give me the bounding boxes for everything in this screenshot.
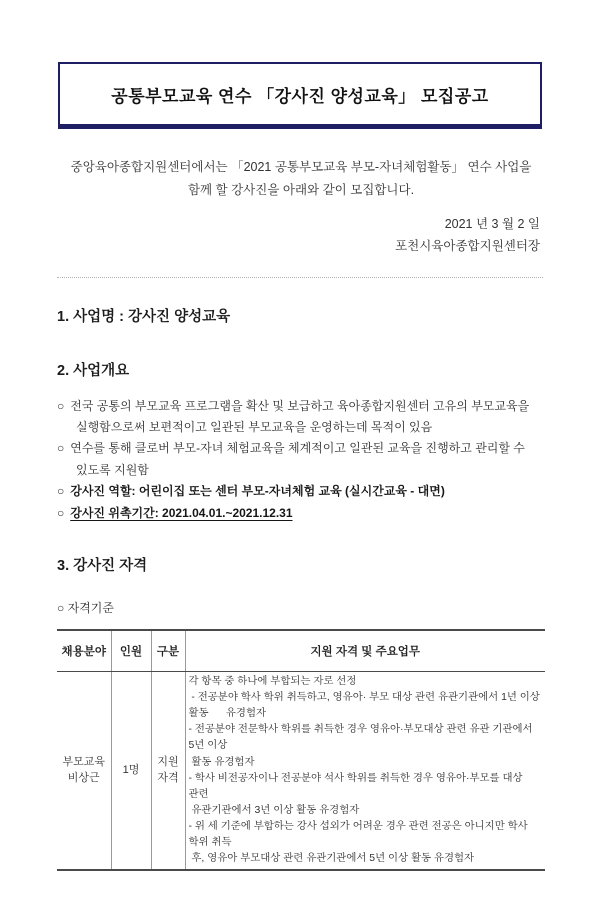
- table-header-row: [57, 630, 545, 672]
- cell-headcount: 1명: [111, 671, 151, 870]
- section-2-bullet-list: [57, 396, 548, 524]
- cell-recruit-field: [57, 671, 111, 870]
- header-category: 구분: [151, 630, 185, 672]
- field-line-2: 비상근: [67, 771, 100, 784]
- header-headcount: 인원: [111, 630, 151, 672]
- bullet-appointment-period: [57, 503, 548, 524]
- detail-line: - 위 세 기준에 부합하는 강사 섭외가 어려운 경우 관련 전공은 아니지만 학사 학위 취득: [188, 821, 531, 849]
- section-3-heading: 3. 강사진 자격: [57, 557, 148, 574]
- field-line-1: 부모교육: [62, 755, 105, 768]
- signer-line: 포천시육아종합지원센터장: [395, 238, 540, 253]
- section-1-heading: 1. 사업명 : 강사진 양성교육: [57, 308, 231, 325]
- cell-category: 지원자격: [151, 671, 185, 870]
- detail-line: 유관기관에서 3년 이상 활동 유경험자: [188, 804, 360, 816]
- document-page: [0, 62, 600, 911]
- title-box: [58, 62, 542, 129]
- circle-bullet-icon: ○: [57, 441, 65, 456]
- qualification-criteria-label: ○ 자격기준: [57, 600, 114, 615]
- bullet-text: 강사진 역할: 어린이집 또는 센터 부모-자녀체험 교육 (실시간교육 - 대면): [70, 484, 445, 499]
- date-line: 2021 년 3 월 2 일: [444, 217, 540, 231]
- bullet-purpose: [57, 396, 548, 439]
- bullet-text: 전국 공통의 부모교육 프로그램을 확산 및 보급하고 육아종합지원센터 고유의 부모교육을 실행함으로써 보편적이고 일관된 부모교육을 운영하는데 목적이 있음: [70, 398, 530, 435]
- circle-bullet-icon: ○: [57, 505, 65, 520]
- detail-line: 활동 유경험자: [188, 708, 267, 720]
- bullet-text: 연수를 통해 클로버 부모-자녀 체험교육을 체계적이고 일관된 교육을 진행하고 관리할 수 있도록 지원함: [70, 441, 525, 477]
- date-block: [0, 214, 540, 258]
- detail-line: 활동 유경험자: [188, 756, 255, 768]
- detail-line: 후, 영유아 부모대상 관련 유관기관에서 5년 이상 활동 유경험자: [188, 853, 475, 865]
- bullet-support: [57, 438, 548, 481]
- bullet-instructor-role: [57, 481, 548, 502]
- detail-line: - 전공분야 전문학사 학위를 취득한 경우 영유아·부모대상 관련 유관 기관에서 5년 이상: [188, 724, 536, 752]
- cell-qualification-details: [185, 671, 545, 870]
- bullet-text: 강사진 위촉기간: 2021.04.01.~2021.12.31: [70, 505, 293, 520]
- dotted-divider: [57, 277, 543, 278]
- circle-bullet-icon: ○: [57, 398, 65, 413]
- table-row: [57, 671, 545, 870]
- qualification-table: [57, 629, 545, 872]
- header-qualifications: 지원 자격 및 주요업무: [185, 630, 545, 672]
- detail-line: - 전공분야 학사 학위 취득하고, 영유아· 부모 대상 관련 유관기관에서 1년 이상: [188, 692, 540, 704]
- circle-bullet-icon: ○: [57, 484, 65, 499]
- detail-line: 각 항목 중 하나에 부합되는 자로 선정: [188, 675, 357, 687]
- detail-line: - 학사 비전공자이나 전공분야 석사 학위를 취득한 경우 영유아·부모를 대상 관련: [188, 772, 526, 800]
- header-recruit-field: 채용분야: [57, 630, 111, 672]
- intro-paragraph: 중앙육아종합지원센터에서는 「2021 공통부모교육 부모-자녀체험활동」 연수 사업을 함께 할 강사진을 아래와 같이 모집합니다.: [70, 160, 532, 197]
- section-2-heading: 2. 사업개요: [57, 362, 130, 379]
- document-title: 공통부모교육 연수 「강사진 양성교육」 모집공고: [111, 86, 489, 106]
